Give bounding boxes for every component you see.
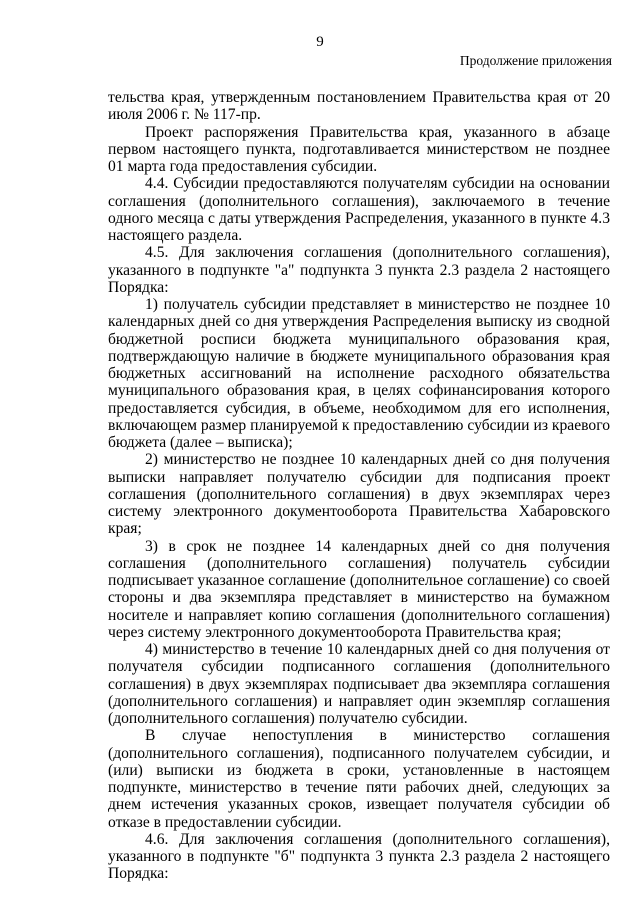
list-item-4: 4) министерство в течение 10 календарных дней со дня получения от получателя субсидии подписанного соглашения (дополнительного соглашения) в двух экземплярах подписывает два экземпляра соглашения (дополнительного соглашения) и направляет один экземпляр соглашения (дополнительного соглашения) получателю субсидии. <box>108 641 610 727</box>
list-item-2: 2) министерство не позднее 10 календарных дней со дня получения выписки направляет получателю субсидии для подписания проект соглашения (дополнительного соглашения) в двух экземплярах через систему электронного документооборота Правительства Хабаровского края; <box>108 451 610 538</box>
page-number: 9 <box>316 34 324 50</box>
header-note: Продолжение приложения <box>459 53 612 68</box>
list-item-3: 3) в срок не позднее 14 календарных дней со дня получения соглашения (дополнительного соглашения) получатель субсидии подписывает указанное соглашение (дополнительное соглашение) со своей стороны и два экземпляра представляет в министерство на бумажном носителе и направляет копию соглашения (дополнительного соглашения) через систему электронного документооборота Правительства края; <box>108 537 610 641</box>
paragraph-continuation: тельства края, утвержденным постановлением Правительства края от 20 июля 2006 г. № 117-пр. <box>108 89 610 124</box>
paragraph: В случае непоступления в министерство соглашения (дополнительного соглашения), подписанного получателем субсидии, и (или) выписки из бюджета в сроки, установленные в настоящем подпункте, министерство в течение пяти рабочих дней, следующих за днем истечения указанных сроков, извещает получателя субсидии об отказе в предоставлении субсидии. <box>108 727 610 831</box>
list-item-1: 1) получатель субсидии представляет в министерство не позднее 10 календарных дней со дня утверждения Распределения выписку из сводной бюджетной росписи бюджета муниципального образования края, подтверждающую наличие в бюджете муниципального образования края бюджетных ассигнований на исполнение расходного обязательства муниципального образования края, в целях софинансирования которого предоставляется субсидия, в объеме, необходимом для его исполнения, включающем размер планируемой к предоставлению субсидии из краевого бюджета (далее – выписка); <box>108 296 610 451</box>
paragraph: Проект распоряжения Правительства края, указанного в абзаце первом настоящего пункта, подготавливается министерством не позднее 01 марта года предоставления субсидии. <box>108 123 610 175</box>
document-body <box>108 89 610 883</box>
paragraph-4-4: 4.4. Субсидии предоставляются получателям субсидии на основании соглашения (дополнительного соглашения), заключаемого в течение одного месяца с даты утверждения Распределения, указанного в пункте 4.3 настоящего раздела. <box>108 175 610 244</box>
paragraph-4-5: 4.5. Для заключения соглашения (дополнительного соглашения), указанного в подпункте "а" подпункта 3 пункта 2.3 раздела 2 настоящего Порядка: <box>108 244 610 296</box>
paragraph-4-6: 4.6. Для заключения соглашения (дополнительного соглашения), указанного в подпункте "б" подпункта 3 пункта 2.3 раздела 2 настоящего Порядка: <box>108 830 610 883</box>
